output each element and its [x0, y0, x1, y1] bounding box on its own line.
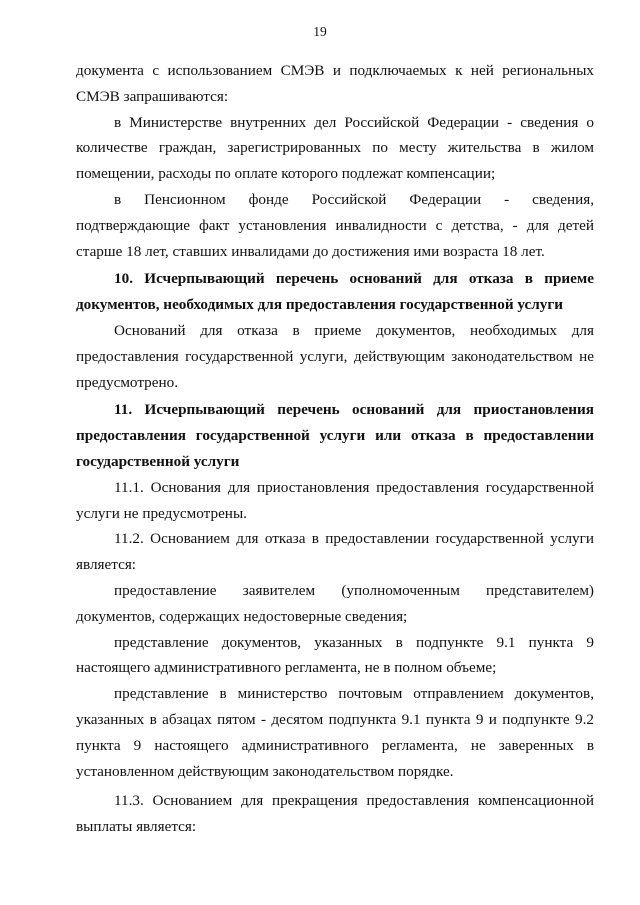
paragraph-no-refusal-grounds: Оснований для отказа в приеме документов, необходимых для предоставления государственной услуги, действующим законодательством не предусмотрено. [76, 321, 594, 391]
paragraph-mvd-request: в Министерстве внутренних дел Российской Федерации - сведения о количестве граждан, зарегистрированных по месту жительства в жилом помещении, расходы по оплате которого подлежат компенсации; [76, 113, 594, 183]
section-heading-11: 11. Исчерпывающий перечень оснований для приостановления предоставления государственной услуги или отказа в предоставлении государственной услуги [76, 401, 594, 470]
section-heading-10: 10. Исчерпывающий перечень оснований для отказа в приеме документов, необходимых для предоставления государственной услуги [76, 270, 594, 314]
paragraph-pension-fund-request: в Пенсионном фонде Российской Федерации - сведения, подтверждающие факт установления инвалидности с детства, - для детей старше 18 лет, ставших инвалидами до достижения ими возраста 18 лет. [76, 190, 594, 260]
paragraph-smev-continuation: документа с использованием СМЭВ и подключаемых к ней региональных СМЭВ запрашиваются: [76, 62, 594, 105]
paragraph-11-3: 11.3. Основанием для прекращения предоставления компенсационной выплаты является: [76, 792, 594, 836]
paragraph-false-documents: предоставление заявителем (уполномоченным представителем) документов, содержащих недостоверные сведения; [76, 581, 594, 625]
paragraph-11-1: 11.1. Основания для приостановления предоставления государственной услуги не предусмотрены. [76, 478, 594, 522]
paragraph-incomplete-documents: представление документов, указанных в подпункте 9.1 пункта 9 настоящего административного регламента, не в полном объеме; [76, 633, 594, 677]
document-body [76, 58, 594, 840]
page-number: 19 [313, 24, 327, 39]
paragraph-unverified-postal-documents: представление в министерство почтовым отправлением документов, указанных в абзацах пятом - десятом подпункта 9.1 пункта 9 и подпункте 9.2 пункта 9 настоящего административного регламента, не заверенных в установленном действующим законодательством порядке. [76, 685, 594, 780]
paragraph-11-2: 11.2. Основанием для отказа в предоставлении государственной услуги является: [76, 530, 594, 574]
